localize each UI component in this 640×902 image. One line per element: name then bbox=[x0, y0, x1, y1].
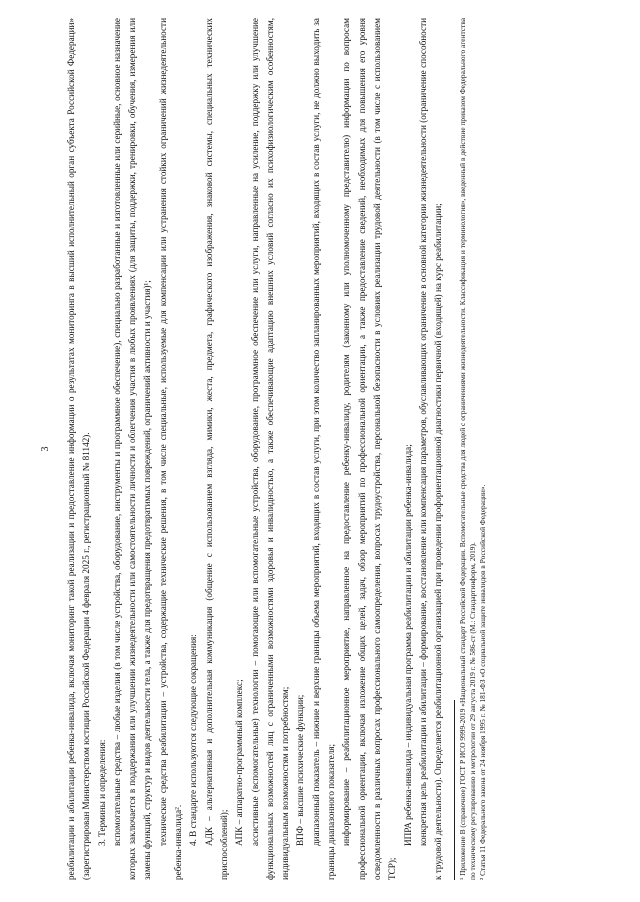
document-body bbox=[64, 18, 488, 880]
body-paragraph: реабилитации и абилитации ребенка-инвалида, включая мониторинг такой реализации и предоставление информации о результатах мониторинга в высший исполнительный орган субъекта Российской Федерации» (зарегистрирован Министерством юстиции Российской Федерации 4 февраля 2025 г., регистрационный № 81142). bbox=[66, 18, 92, 880]
paragraph-list bbox=[64, 18, 446, 880]
footnote-separator bbox=[454, 700, 455, 880]
rotated-text-block bbox=[26, 18, 626, 880]
footnote: ² Статья 11 Федерального закона от 24 ноября 1995 г. № 181-ФЗ «О социальной защите инвалидов в Российской Федерации». bbox=[478, 484, 488, 880]
body-paragraph: ВПФ – высшие психические функции; bbox=[295, 694, 306, 846]
body-paragraph: ассистивные (вспомогательные) технологии – помогающие или вспомогательные устройства, оборудование, программное обеспечение или услуги, направленные на усиление, поддержку или улучшение функциональных возможностей лиц с ограниченными возможностями здоровья и инвалидностью, а также обеспечивающие адаптацию внешних условий согласно их психофизиологическим особенностям, индивидуальным возможностям и потребностям; bbox=[249, 18, 291, 880]
body-paragraph: 3. Термины и определения: bbox=[96, 739, 107, 846]
body-paragraph: диапазонный показатель – нижние и верхние границы объема мероприятий, входящих в состав услуги, при этом количество запланированных мероприятий, входящих в состав услуги, не должно выходить за границы диапазонного показателя; bbox=[310, 18, 337, 880]
body-paragraph: вспомогательные средства – любые изделия (в том числе устройства, оборудование, инструменты и программное обеспечение), специально разработанные и изготовленные или серийные, основное назначение которых заключается в поддержании или улучшении жизнедеятельности или самостоятельности личности и облегчения участия в любых проявлениях (для защиты, поддержки, тренировки, обучения, измерения или замены функций, структур и видов деятельности тела, а также для предотвращения предотвратимых повреждений, ограничений активности и участия)¹; bbox=[111, 18, 153, 880]
body-paragraph: конкретная цель реабилитации и абилитации – формирование, восстановление или компенсация параметров, обуславливающих ограничение в основной категории жизнедеятельности (ограничение способности к трудовой деятельности). Определяется реабилитационной организацией при проведении профориентационной диагностики первичной (входящей) на курс реабилитации; bbox=[417, 18, 444, 880]
body-paragraph: ИПРА ребенка-инвалида – индивидуальная программа реабилитации и абилитации ребенка-инвалида; bbox=[402, 444, 413, 846]
page-number: 3 bbox=[40, 446, 51, 452]
footnote: ¹ Приложение В (справочное) ГОСТ Р ИСО 9999-2019 «Национальный стандарт Российской Федерации. Вспомогательные средства для людей с ограничениями жизнедеятельности. Классификация и терминология», введенный в действие приказом Федерального агентства по техническому регулированию и метрологии от 29 августа 2019 г. № 586-ст (М.: Стандартинформ, 2019). bbox=[458, 18, 478, 880]
body-paragraph: информирование – реабилитационное мероприятие, направленное на предоставление ребенку-инвалиду, родителям (законному или уполномоченному представителю) информации по вопросам профессиональной ориентации, включая изложение общих целей, задач, обзор мероприятий по профессиональной ориентации, а также предоставление сведений, необходимых для повышения его уровня осведомленности в различных вопросах профессионального самоопределения, вопросах трудоустройства, персональной безопасности в условиях реализации трудовой деятельности (в том числе с использованием ТСР); bbox=[341, 18, 398, 880]
body-paragraph: АДК – альтернативная и дополнительная коммуникация (общение с использованием взгляда, мимики, жеста, предмета, графического изображения, знаковой системы, специальных технических приспособлений); bbox=[203, 18, 229, 880]
body-paragraph: АПК – аппаратно-программный комплекс; bbox=[234, 679, 245, 846]
body-paragraph: технические средства реабилитации – устройства, содержащие технические решения, в том числе специальные, используемые для компенсации или устранения стойких ограничений жизнедеятельности ребенка-инвалида². bbox=[157, 18, 184, 880]
footnote-list bbox=[458, 18, 488, 880]
body-paragraph: 4. В стандарте используются следующие сокращения: bbox=[188, 634, 199, 846]
